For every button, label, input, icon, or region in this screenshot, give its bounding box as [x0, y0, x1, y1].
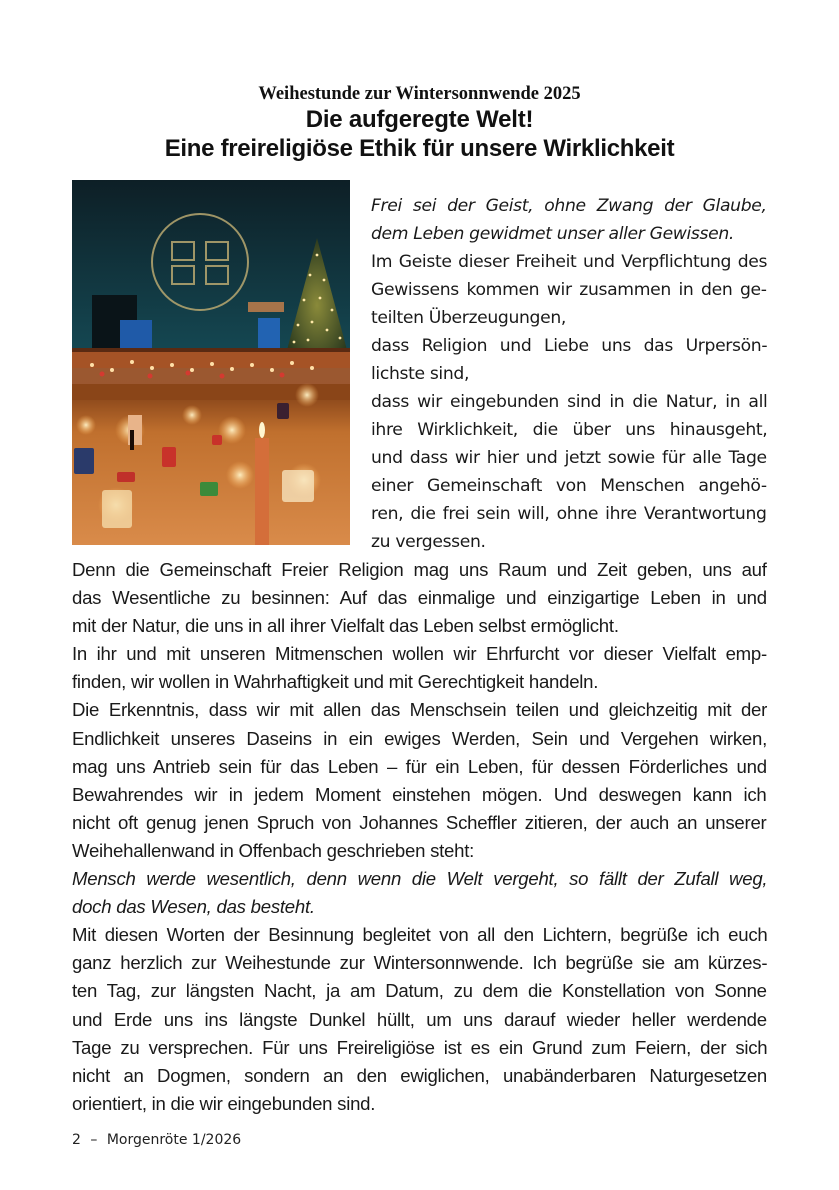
footer-separator: – [90, 1132, 98, 1148]
body-text-line: Die Erkenntnis, dass wir mit allen das Menschsein teilen und gleichzeitig mit der [72, 699, 768, 721]
body-text-line: nicht oft genug jenen Spruch von Johannes Scheffler zitieren, der auch an unserer [72, 811, 767, 833]
intro-text-line: Gewissens kommen wir zusammen in den ge- [371, 280, 767, 300]
intro-text-line: dass wir eingebunden sind in die Natur, in all [371, 392, 768, 412]
body-text-line: mit der Natur, die uns in all ihrer Vielfalt das Leben selbst ermöglicht. [72, 615, 619, 637]
article-body [72, 556, 767, 1118]
body-text-line: Mit diesen Worten der Besinnung begleitet von all den Lichtern, begrüße ich euch [72, 924, 768, 946]
article-subtitle: Eine freireligiöse Ethik für unsere Wirklichkeit [164, 135, 675, 162]
intro-text-line: teilten Überzeugungen, [371, 308, 566, 328]
intro-text-line: ren, die frei sein will, ohne ihre Verantwortung [371, 504, 767, 524]
body-text-line: Mensch werde wesentlich, denn wenn die Welt vergeht, so fällt der Zufall weg, [72, 868, 768, 890]
publication-name: Morgenröte 1/2026 [106, 1132, 242, 1148]
intro-text-line: Frei sei der Geist, ohne Zwang der Glaube, [371, 196, 767, 216]
body-text-line: finden, wir wollen in Wahrhaftigkeit und mit Gerechtigkeit handeln. [72, 671, 599, 693]
body-text-line: orientiert, in die wir eingebunden sind. [72, 1092, 376, 1114]
article-title: Die aufgeregte Welt! [305, 106, 534, 133]
intro-text-line: Im Geiste dieser Freiheit und Verpflichtung des [371, 252, 768, 272]
page-number: 2 [72, 1132, 81, 1148]
body-text-line: Tage zu versprechen. Für uns Freireligiöse ist es ein Grund zum Feiern, der sich [72, 1036, 768, 1058]
article-header [72, 82, 767, 164]
article-kicker: Weihestunde zur Wintersonnwende 2025 [258, 84, 581, 104]
body-text-line: In ihr und mit unseren Mitmenschen wollen wir Ehrfurcht vor dieser Vielfalt emp- [72, 643, 767, 665]
intro-text-line: lichste sind, [371, 364, 470, 384]
intro-text-line: zu vergessen. [371, 532, 486, 552]
intro-text-line: einer Gemeinschaft von Menschen angehö- [371, 476, 767, 496]
intro-text-line: und dass wir hier und jetzt sowie für alle Tage [371, 448, 767, 468]
article-photo [72, 180, 350, 545]
page [72, 82, 768, 1114]
intro-column [371, 192, 767, 556]
body-text-line: und Erde uns ins längste Dunkel hüllt, um uns darauf wieder heller werdende [72, 1008, 767, 1030]
page-footer [72, 1132, 241, 1148]
body-text-line: Weihehallenwand in Offenbach geschrieben steht: [72, 839, 475, 861]
body-text-line: Denn die Gemeinschaft Freier Religion mag uns Raum und Zeit geben, uns auf [72, 559, 767, 580]
body-text-line: nicht an Dogmen, sondern an den ewiglichen, unabänderbaren Naturgesetzen [72, 1064, 768, 1086]
body-text-line: doch das Wesen, das besteht. [72, 896, 315, 918]
candle-altar-image [72, 180, 350, 545]
intro-text-line: dem Leben gewidmet unser aller Gewissen. [371, 224, 735, 244]
intro-text-line: dass Religion und Liebe uns das Urpersön- [371, 336, 768, 356]
body-text-line: Bewahrendes wir in jedem Moment einstehen mögen. Und deswegen kann ich [72, 783, 767, 805]
body-text-line: ganz herzlich zur Weihestunde zur Wintersonnwende. Ich begrüße sie am kürzes- [72, 952, 768, 974]
body-text-line: ten Tag, zur längsten Nacht, ja am Datum, zu dem die Konstellation von Sonne [72, 980, 767, 1002]
body-text-line: das Wesentliche zu besinnen: Auf das einmalige und einzigartige Leben in und [72, 587, 767, 609]
body-text-line: mag uns Antrieb sein für das Leben – für ein Leben, für dessen Förderliches und [72, 755, 767, 777]
body-text-line: Endlichkeit unseres Daseins in ein ewiges Werden, Sein und Vergehen wirken, [72, 727, 767, 749]
intro-text-line: ihre Wirklichkeit, die über uns hinausgeht, [371, 420, 768, 440]
